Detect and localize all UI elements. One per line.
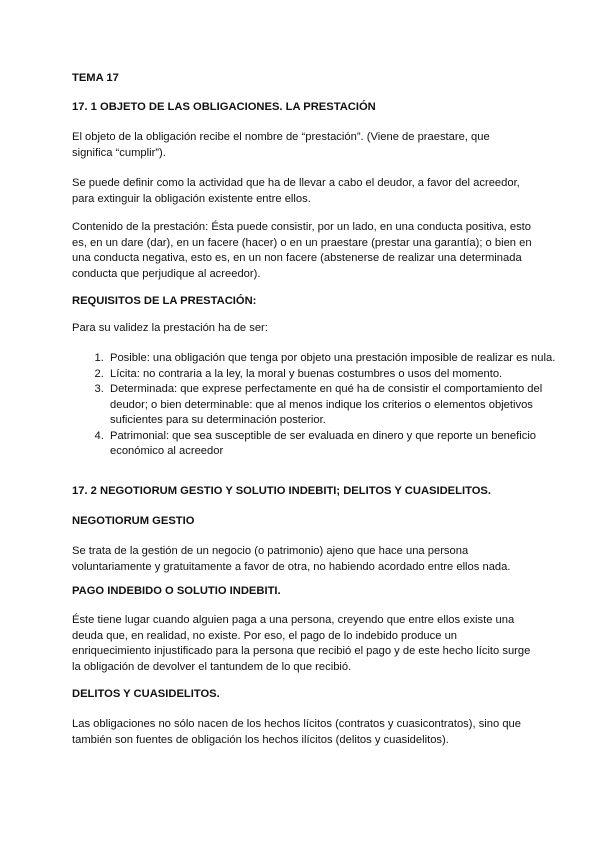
paragraph-objeto: El objeto de la obligación recibe el nombre de “prestación”. (Viene de praestare, que significa “cumplir”). (72, 131, 490, 159)
paragraph-validez: Para su validez la prestación ha de ser: (72, 322, 268, 334)
paragraph-contenido: Contenido de la prestación: Ésta puede consistir, por un lado, en una conducta positiva, esto es, en un dare (dar), en un facere (hacer) o en un praestare (prestar una garantía); o bien en una conducta negativa, esto es, en un non facere (abstenerse de realizar una determinada conducta que perjudique al acreedor). (72, 221, 532, 280)
paragraph-definicion: Se puede definir como la actividad que ha de llevar a cabo el deudor, a favor del acreedor, para extinguir la obligación existente entre ellos. (72, 177, 520, 205)
negotiorum-heading: NEGOTIORUM GESTIO (72, 515, 195, 527)
topic-label: TEMA 17 (72, 72, 119, 84)
list-item: 2. Lícita: no contraria a la ley, la moral y buenas costumbres o usos del momento. (107, 367, 567, 383)
list-item: 4. Patrimonial: que sea susceptible de ser evaluada en dinero y que reporte un beneficio económico al acreedor (107, 429, 567, 460)
list-item: 1. Posible: una obligación que tenga por objeto una prestación imposible de realizar es nula. (107, 351, 567, 367)
requisitos-heading: REQUISITOS DE LA PRESTACIÓN: (72, 295, 257, 307)
pago-heading: PAGO INDEBIDO O SOLUTIO INDEBITI. (72, 585, 281, 597)
paragraph-pago: Éste tiene lugar cuando alguien paga a una persona, creyendo que entre ellos existe una deuda que, en realidad, no existe. Por eso, el pago de lo indebido produce un enriquecimiento injustificado para la persona que recibió el pago y de este hecho lícito surge la obligación de devolver el tantundem de lo que recibió. (72, 614, 531, 673)
paragraph-negotiorum: Se trata de la gestión de un negocio (o patrimonio) ajeno que hace una persona voluntariamente y gratuitamente a favor de otra, no habiendo acordado entre ellos nada. (72, 545, 511, 573)
section2-heading: 17. 2 NEGOTIORUM GESTIO Y SOLUTIO INDEBITI; DELITOS Y CUASIDELITOS. (72, 485, 491, 497)
delitos-heading: DELITOS Y CUASIDELITOS. (72, 688, 220, 700)
paragraph-delitos: Las obligaciones no sólo nacen de los hechos lícitos (contratos y cuasicontratos), sino que también son fuentes de obligación los hechos ilícitos (delitos y cuasidelitos). (72, 718, 522, 746)
list-item: 3. Determinada: que exprese perfectamente en qué ha de consistir el comportamiento del deudor; o bien determinable: que al menos indique los criterios o elementos objetivos suficientes para su determinación posterior. (107, 382, 567, 429)
requisitos-list (72, 351, 567, 460)
section1-heading: 17. 1 OBJETO DE LAS OBLIGACIONES. LA PRESTACIÓN (72, 101, 376, 113)
